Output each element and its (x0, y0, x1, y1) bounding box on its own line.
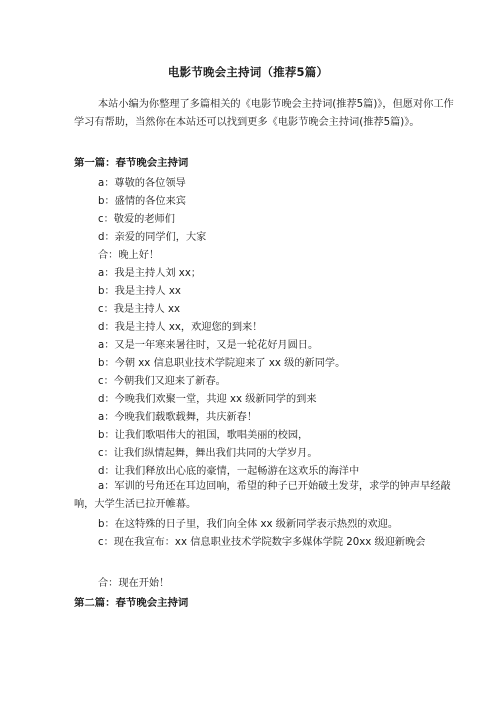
section-heading-2: 第二篇：春节晚会主持词 (74, 597, 189, 609)
document-title: 电影节晚会主持词（推荐5篇） (167, 65, 329, 79)
script-line: a：尊敬的各位领导 (98, 178, 186, 189)
script-line: c：今朝我们又迎来了新春。 (98, 376, 226, 387)
script-line-wrapped: b：在这特殊的日子里，我们向全体 xx 级新同学表示热烈的欢迎。 (98, 519, 399, 530)
script-line: d：今晚我们欢聚一堂，共迎 xx 级新同学的到来 (98, 394, 317, 405)
script-line: a：我是主持人刘 xx； (98, 268, 202, 279)
script-line: b：今朝 xx 信息职业技术学院迎来了 xx 级的新同学。 (98, 358, 346, 369)
script-line: c：让我们纵情起舞，舞出我们共同的大学岁月。 (98, 448, 318, 459)
script-line: c：我是主持人 xx (98, 304, 181, 315)
script-line: d：我是主持人 xx，欢迎您的到来！ (98, 322, 263, 333)
script-line: d：亲爱的同学们，大家 (98, 232, 207, 243)
script-line: 合：现在开始！ (98, 578, 170, 589)
intro-paragraph: 本站小编为你整理了多篇相关的《电影节晚会主持词(推荐5篇)》，但愿对你工作学习有帮助，当然你在本站还可以找到更多《电影节晚会主持词(推荐5篇)》。 (74, 99, 454, 128)
script-line: a：今晚我们载歌载舞，共庆新春！ (98, 412, 258, 423)
script-line: b：我是主持人 xx (98, 286, 181, 297)
script-line-wrapped: c：现在我宣布：xx 信息职业技术学院数字多媒体学院 20xx 级迎新晚会 (98, 537, 426, 548)
script-line: c：敬爱的老师们 (98, 214, 175, 225)
script-line: 合：晚上好！ (98, 250, 160, 261)
script-line: b：盛情的各位来宾 (98, 196, 186, 207)
script-line: b：让我们歌唱伟大的祖国，歌唱美丽的校园， (98, 430, 309, 441)
section-heading-1: 第一篇：春节晚会主持词 (74, 157, 189, 169)
script-line: d：让我们释放出心底的豪情，一起畅游在这欢乐的海洋中 (98, 466, 360, 477)
script-line: a：又是一年寒来暑往时，又是一轮花好月圆日。 (98, 340, 319, 351)
script-line-wrapped: a：军训的号角还在耳边回响，希望的种子已开始破土发芽，求学的钟声早经敲响，大学生活已拉开帷幕。 (74, 481, 451, 510)
